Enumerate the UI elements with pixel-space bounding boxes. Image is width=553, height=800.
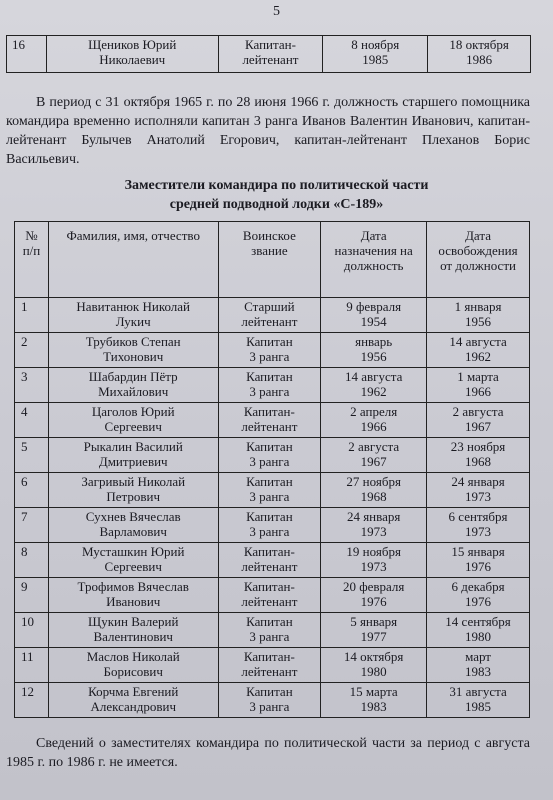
rank-line: Старший — [244, 299, 295, 314]
date-line: 2 августа — [452, 404, 504, 419]
rank-line: Капитан- — [243, 649, 295, 664]
name-line: Петрович — [106, 489, 161, 504]
rank-line: Капитан- — [243, 544, 295, 559]
year-line: 1985 — [465, 699, 492, 714]
rank-line: лейтенант — [242, 52, 299, 67]
year-line: 1968 — [360, 489, 387, 504]
released-cell — [427, 438, 530, 473]
rank-cell — [218, 508, 321, 543]
rank-line: 3 ранга — [249, 349, 290, 364]
rank-cell — [218, 298, 321, 333]
year-line: 1976 — [465, 559, 492, 574]
released-cell — [427, 508, 530, 543]
released-cell — [427, 648, 530, 683]
rank-cell — [218, 403, 321, 438]
released-cell — [427, 298, 530, 333]
released-cell — [428, 36, 531, 73]
name-cell — [48, 473, 218, 508]
row-number — [15, 508, 49, 543]
date-line: 1 марта — [457, 369, 499, 384]
rank-line: лейтенант — [241, 594, 298, 609]
year-line: 1980 — [465, 629, 492, 644]
appointed-cell — [321, 648, 427, 683]
appointed-cell — [323, 36, 428, 73]
rank-cell — [218, 36, 323, 73]
rank-line: Капитан — [246, 509, 293, 524]
rank-cell — [218, 473, 321, 508]
row-number — [15, 543, 49, 578]
appointed-cell — [321, 613, 427, 648]
row-number-text: 7 — [21, 509, 28, 524]
row-number — [7, 36, 47, 73]
table-row — [15, 333, 530, 368]
rank-line: Капитан — [246, 684, 293, 699]
released-cell — [427, 473, 530, 508]
row-number-text: 3 — [21, 369, 28, 384]
name-cell — [48, 403, 218, 438]
year-line: 1983 — [465, 664, 492, 679]
deputy-commanders-table — [14, 221, 530, 718]
released-cell — [427, 403, 530, 438]
rank-cell — [218, 613, 321, 648]
year-line: 1973 — [360, 524, 387, 539]
date-line: 31 августа — [449, 684, 507, 699]
name-line: Рыкалин Василий — [83, 439, 183, 454]
name-line: Мусташкин Юрий — [82, 544, 185, 559]
header-line: Фамилия, имя, отчество — [66, 228, 200, 243]
row-number — [15, 578, 49, 613]
name-line: Загривый Николай — [81, 474, 186, 489]
date-line: 2 августа — [348, 439, 400, 454]
heading-line: средней подводной лодки «С-189» — [169, 197, 384, 212]
header-num — [15, 222, 49, 298]
appointed-cell — [321, 578, 427, 613]
year-line: 1980 — [360, 664, 387, 679]
released-cell — [427, 683, 530, 718]
name-line: Навитанюк Николай — [76, 299, 191, 314]
table-row — [15, 683, 530, 718]
name-line: Варламович — [99, 524, 167, 539]
table-row — [15, 543, 530, 578]
appointed-cell — [321, 473, 427, 508]
table-row — [15, 578, 530, 613]
table-row — [15, 298, 530, 333]
name-line: Николаевич — [99, 52, 166, 67]
released-cell — [427, 543, 530, 578]
date-line: 23 ноября — [450, 439, 506, 454]
table-body — [15, 298, 530, 718]
name-cell — [48, 543, 218, 578]
rank-line: лейтенант — [241, 559, 298, 574]
rank-line: 3 ранга — [249, 524, 290, 539]
rank-cell — [218, 368, 321, 403]
rank-line: 3 ранга — [249, 699, 290, 714]
interim-paragraph: В период с 31 октября 1965 г. по 28 июня 1966 г. должность старшего помощника командира временно исполняли капитан 3 ранга Иванов Валентин Иванович, капитан-лейтенант Булычев Анатолий Егорович, капитан-лейтенант Плеханов Борис Васильевич. — [6, 95, 530, 167]
rank-cell — [218, 333, 321, 368]
section-heading — [0, 176, 553, 214]
row-number-text: 10 — [21, 614, 34, 629]
row-number-text: 6 — [21, 474, 28, 489]
year-line: 1973 — [465, 524, 492, 539]
date-line: 6 декабря — [451, 579, 505, 594]
date-line: 24 января — [451, 474, 505, 489]
name-line: Валентинович — [93, 629, 173, 644]
row-number — [15, 473, 49, 508]
row-number — [15, 613, 49, 648]
date-line: 1 января — [454, 299, 502, 314]
rank-line: 3 ранга — [249, 629, 290, 644]
header-name — [48, 222, 218, 298]
year-line: 1968 — [465, 454, 492, 469]
date-line: 15 марта — [349, 684, 398, 699]
rank-line: Капитан — [246, 369, 293, 384]
name-line: Дмитриевич — [98, 454, 168, 469]
date-line: 2 апреля — [350, 404, 398, 419]
year-line: 1966 — [360, 419, 387, 434]
year-line: 1976 — [360, 594, 387, 609]
table-row — [15, 613, 530, 648]
released-cell — [427, 368, 530, 403]
date-line: 27 ноября — [346, 474, 401, 489]
name-line: Корчма Евгений — [88, 684, 179, 699]
year-line: 1956 — [360, 349, 387, 364]
date-line: 9 февраля — [346, 299, 402, 314]
header-rank — [218, 222, 321, 298]
rank-line: Капитан — [246, 474, 293, 489]
name-line: Борисович — [103, 664, 163, 679]
row-number-text: 4 — [21, 404, 28, 419]
rank-line: Капитан- — [245, 37, 296, 52]
appointed-cell — [321, 403, 427, 438]
date-line: 5 января — [350, 614, 398, 629]
released-cell — [427, 613, 530, 648]
rank-cell — [218, 543, 321, 578]
date-line: январь — [355, 334, 393, 349]
row-number — [15, 333, 49, 368]
year-line: 1967 — [465, 419, 492, 434]
year-line: 1986 — [466, 52, 493, 67]
header-appointed — [321, 222, 427, 298]
date-line: 14 августа — [449, 334, 507, 349]
appointed-cell — [321, 543, 427, 578]
year-line: 1973 — [360, 559, 387, 574]
name-cell — [46, 36, 218, 73]
name-line: Щукин Валерий — [87, 614, 179, 629]
rank-line: 3 ранга — [249, 384, 290, 399]
year-line: 1976 — [465, 594, 492, 609]
name-line: Иванович — [106, 594, 161, 609]
appointed-cell — [321, 508, 427, 543]
name-cell — [48, 508, 218, 543]
table-row — [7, 36, 531, 73]
rank-cell — [218, 683, 321, 718]
name-cell — [48, 683, 218, 718]
date-line: 18 октября — [449, 37, 509, 52]
table-row — [15, 368, 530, 403]
table-row — [15, 403, 530, 438]
date-line: 14 октября — [343, 649, 404, 664]
row-number — [15, 683, 49, 718]
rank-line: лейтенант — [241, 664, 298, 679]
name-line: Сухнев Вячеслав — [85, 509, 181, 524]
header-line: должность — [343, 258, 404, 273]
year-line: 1973 — [465, 489, 492, 504]
row-number-text: 1 — [21, 299, 28, 314]
year-line: 1956 — [465, 314, 492, 329]
header-line: освобождения — [438, 243, 518, 258]
rank-line: Капитан — [246, 334, 293, 349]
name-cell — [48, 298, 218, 333]
year-line: 1966 — [465, 384, 492, 399]
appointed-cell — [321, 298, 427, 333]
row-number — [15, 298, 49, 333]
rank-line: лейтенант — [241, 314, 298, 329]
header-line: звание — [251, 243, 288, 258]
name-line: Сергеевич — [104, 419, 162, 434]
table-row — [15, 648, 530, 683]
rank-line: 3 ранга — [249, 454, 290, 469]
name-cell — [48, 368, 218, 403]
name-line: Маслов Николай — [86, 649, 180, 664]
name-cell — [48, 438, 218, 473]
year-line: 1962 — [465, 349, 492, 364]
rank-cell — [218, 578, 321, 613]
date-line: 19 ноября — [346, 544, 401, 559]
name-line: Лукич — [115, 314, 151, 329]
header-released — [427, 222, 530, 298]
row-number-text: 2 — [21, 334, 28, 349]
appointed-cell — [321, 368, 427, 403]
released-cell — [427, 578, 530, 613]
date-line: 15 января — [451, 544, 505, 559]
date-line: 6 сентября — [448, 509, 508, 524]
year-line: 1977 — [360, 629, 387, 644]
table-row — [15, 473, 530, 508]
rank-line: 3 ранга — [249, 489, 290, 504]
year-line: 1967 — [360, 454, 387, 469]
table-row — [15, 438, 530, 473]
row-number-text: 8 — [21, 544, 28, 559]
rank-line: Капитан — [246, 439, 293, 454]
rank-cell — [218, 648, 321, 683]
header-line: Дата — [360, 228, 387, 243]
header-line: п/п — [22, 243, 41, 258]
row-number-text: 16 — [12, 37, 25, 52]
name-line: Трофимов Вячеслав — [77, 579, 189, 594]
year-line: 1983 — [360, 699, 387, 714]
name-line: Шабардин Пётр — [88, 369, 178, 384]
heading-line: Заместители командира по политической части — [124, 178, 429, 193]
date-line: 20 февраля — [342, 579, 405, 594]
year-line: 1954 — [360, 314, 387, 329]
appointed-cell — [321, 333, 427, 368]
table-row — [15, 508, 530, 543]
name-line: Щеников Юрий — [88, 37, 177, 52]
row-number — [15, 403, 49, 438]
rank-cell — [218, 438, 321, 473]
released-cell — [427, 333, 530, 368]
name-line: Трубиков Степан — [85, 334, 181, 349]
row-number — [15, 368, 49, 403]
date-line: март — [465, 649, 491, 664]
rank-line: Капитан- — [243, 404, 295, 419]
row-number-text: 11 — [21, 649, 34, 664]
date-line: 24 января — [346, 509, 401, 524]
date-line: 14 сентября — [445, 614, 511, 629]
rank-line: Капитан- — [243, 579, 295, 594]
row-number-text: 9 — [21, 579, 28, 594]
rank-line: лейтенант — [241, 419, 298, 434]
row-number — [15, 438, 49, 473]
appointed-cell — [321, 683, 427, 718]
name-line: Михайлович — [98, 384, 169, 399]
date-line: 14 августа — [344, 369, 403, 384]
appointed-cell — [321, 438, 427, 473]
footnote-paragraph: Сведений о заместителях командира по политической части за период с августа 1985 г. по 1986 г. не имеется. — [6, 736, 530, 770]
name-cell — [48, 333, 218, 368]
name-line: Александрович — [90, 699, 176, 714]
name-cell — [48, 648, 218, 683]
row-number — [15, 648, 49, 683]
page-number: 5 — [273, 4, 280, 19]
date-line: 8 ноября — [351, 37, 400, 52]
continuation-table — [6, 35, 531, 73]
name-cell — [48, 613, 218, 648]
year-line: 1985 — [362, 52, 389, 67]
header-line: назначения на — [334, 243, 413, 258]
header-row — [15, 222, 530, 298]
row-number-text: 12 — [21, 684, 34, 699]
name-line: Сергеевич — [104, 559, 162, 574]
header-line: от должности — [440, 258, 516, 273]
header-line: Воинское — [242, 228, 296, 243]
row-number-text: 5 — [21, 439, 28, 454]
header-line: Дата — [465, 228, 491, 243]
name-line: Цаголов Юрий — [91, 404, 175, 419]
header-line: № — [25, 228, 38, 243]
name-cell — [48, 578, 218, 613]
rank-line: Капитан — [246, 614, 293, 629]
year-line: 1962 — [360, 384, 387, 399]
name-line: Тихонович — [103, 349, 164, 364]
